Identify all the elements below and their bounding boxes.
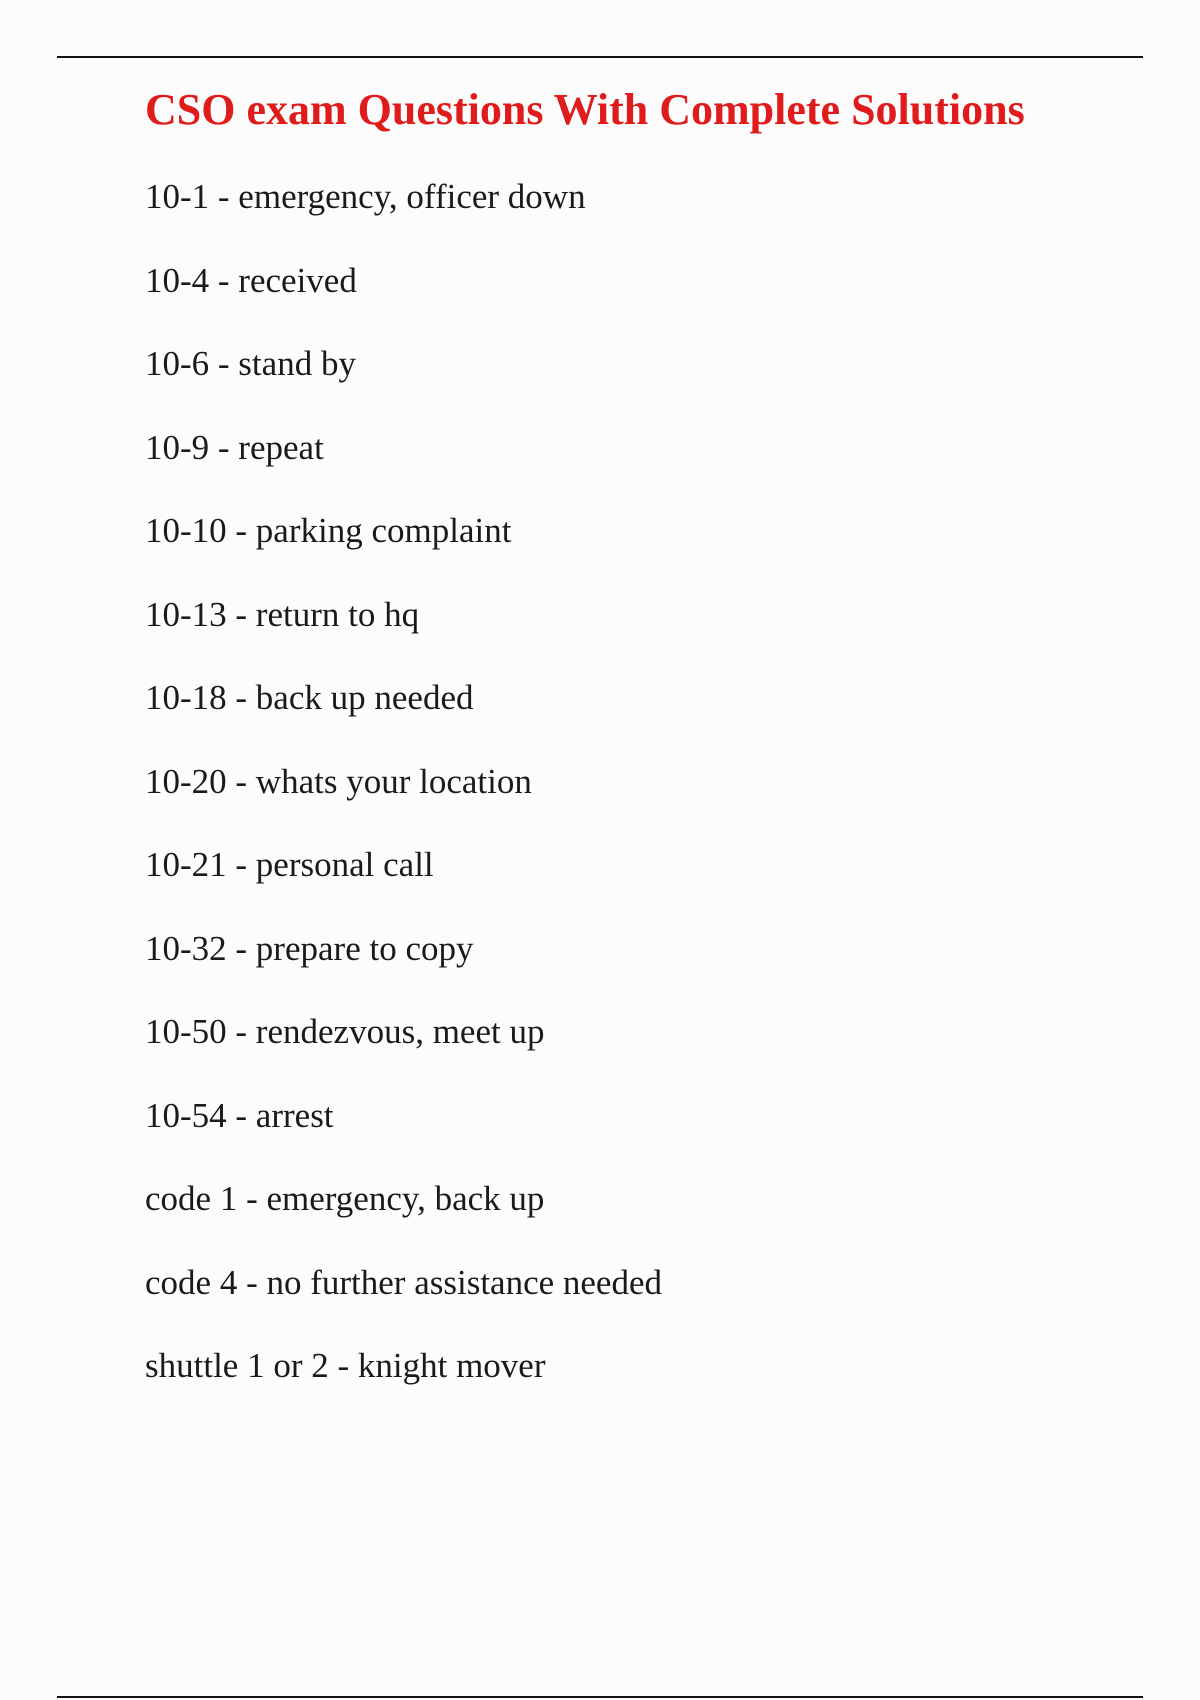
qa-list xyxy=(145,172,662,1425)
document-title: CSO exam Questions With Complete Solutions xyxy=(145,85,1025,134)
qa-item: 10-32 - prepare to copy xyxy=(145,928,474,968)
qa-item: 10-4 - received xyxy=(145,260,357,300)
qa-item: shuttle 1 or 2 - knight mover xyxy=(145,1346,546,1385)
qa-item: 10-9 - repeat xyxy=(145,427,324,467)
top-rule xyxy=(57,56,1143,58)
qa-item: code 4 - no further assistance needed xyxy=(145,1262,663,1302)
qa-item: 10-13 - return to hq xyxy=(145,594,420,634)
qa-item: 10-6 - stand by xyxy=(145,344,356,383)
qa-item: code 1 - emergency, back up xyxy=(145,1179,545,1218)
qa-item: 10-20 - whats your location xyxy=(145,761,532,801)
qa-item: 10-21 - personal call xyxy=(145,845,434,884)
qa-item: 10-18 - back up needed xyxy=(145,678,474,717)
qa-item: 10-1 - emergency, officer down xyxy=(145,177,586,216)
bottom-rule xyxy=(57,1696,1143,1698)
qa-item: 10-54 - arrest xyxy=(145,1095,334,1135)
qa-item: 10-10 - parking complaint xyxy=(145,511,512,550)
qa-item: 10-50 - rendezvous, meet up xyxy=(145,1012,545,1051)
